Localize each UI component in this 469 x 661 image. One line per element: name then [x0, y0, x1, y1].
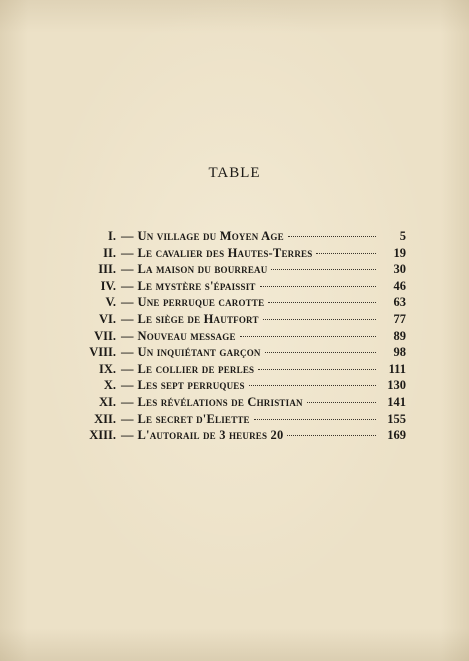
toc-row [70, 295, 406, 312]
chapter-title: Un village du Moyen Age [137, 229, 284, 243]
chapter-page: 98 [393, 345, 406, 360]
chapter-page: 63 [393, 295, 406, 310]
chapter-number: XIII. [89, 428, 116, 443]
chapter-separator: — [121, 345, 134, 360]
chapter-page: 130 [387, 378, 406, 393]
table-of-contents [70, 229, 406, 445]
toc-row [70, 262, 406, 279]
toc-row [70, 329, 406, 346]
chapter-number: XI. [98, 394, 116, 409]
chapter-page: 111 [388, 361, 406, 376]
chapter-page: 155 [387, 411, 406, 426]
toc-row [70, 312, 406, 329]
chapter-page: 5 [399, 229, 406, 243]
page-title: TABLE [208, 165, 261, 181]
dot-leader [260, 279, 376, 287]
chapter-title: La maison du bourreau [137, 262, 268, 277]
chapter-page: 89 [393, 328, 406, 343]
toc-row [70, 246, 406, 263]
dot-leader [287, 428, 376, 436]
chapter-title: Une perruque carotte [137, 295, 265, 310]
dot-leader [263, 312, 376, 320]
chapter-number: IX. [98, 361, 116, 376]
chapter-separator: — [121, 328, 134, 343]
dot-leader [240, 329, 376, 337]
chapter-title: Le secret d'Eliette [137, 411, 250, 426]
toc-row [70, 395, 406, 412]
chapter-separator: — [121, 278, 134, 293]
toc-row [70, 378, 406, 395]
chapter-title: Les sept perruques [137, 378, 245, 393]
chapter-title: Le collier de perles [137, 361, 255, 376]
chapter-title: Le mystère s'épaissit [137, 278, 256, 293]
chapter-number: IV. [100, 278, 116, 293]
chapter-separator: — [121, 229, 134, 243]
chapter-separator: — [121, 361, 134, 376]
toc-row [70, 279, 406, 296]
chapter-title: Un inquiétant garçon [137, 345, 261, 360]
dot-leader [268, 296, 376, 304]
chapter-number: X. [103, 378, 116, 393]
toc-row [70, 362, 406, 379]
dot-leader [316, 246, 376, 254]
chapter-page: 77 [393, 311, 406, 326]
toc-row [70, 428, 406, 445]
dot-leader [265, 345, 376, 353]
chapter-number: VII. [94, 328, 116, 343]
dot-leader [249, 378, 376, 386]
dot-leader [288, 229, 376, 237]
chapter-separator: — [121, 394, 134, 409]
dot-leader [254, 412, 376, 420]
chapter-number: III. [98, 262, 116, 277]
toc-row [70, 412, 406, 429]
chapter-title: Nouveau message [137, 328, 236, 343]
chapter-page: 30 [393, 262, 406, 277]
chapter-separator: — [121, 411, 134, 426]
chapter-separator: — [121, 428, 134, 443]
chapter-separator: — [121, 295, 134, 310]
dot-leader [258, 362, 376, 370]
chapter-page: 141 [387, 394, 406, 409]
chapter-separator: — [121, 311, 134, 326]
chapter-title: Les révélations de Christian [137, 394, 303, 409]
chapter-number: VI. [98, 311, 116, 326]
chapter-number: VIII. [89, 345, 116, 360]
chapter-page: 19 [393, 245, 406, 260]
chapter-separator: — [121, 245, 134, 260]
chapter-number: II. [103, 245, 116, 260]
toc-row [70, 345, 406, 362]
dot-leader [271, 262, 376, 270]
chapter-number: V. [105, 295, 116, 310]
chapter-separator: — [121, 378, 134, 393]
chapter-number: XII. [94, 411, 116, 426]
chapter-number: I. [108, 229, 116, 243]
chapter-page: 169 [387, 428, 406, 443]
chapter-separator: — [121, 262, 134, 277]
chapter-title: Le siège de Hautfort [137, 311, 259, 326]
chapter-title: L'autorail de 3 heures 20 [137, 428, 284, 443]
chapter-title: Le cavalier des Hautes-Terres [137, 245, 313, 260]
chapter-page: 46 [393, 278, 406, 293]
dot-leader [307, 395, 376, 403]
toc-row [70, 229, 406, 246]
